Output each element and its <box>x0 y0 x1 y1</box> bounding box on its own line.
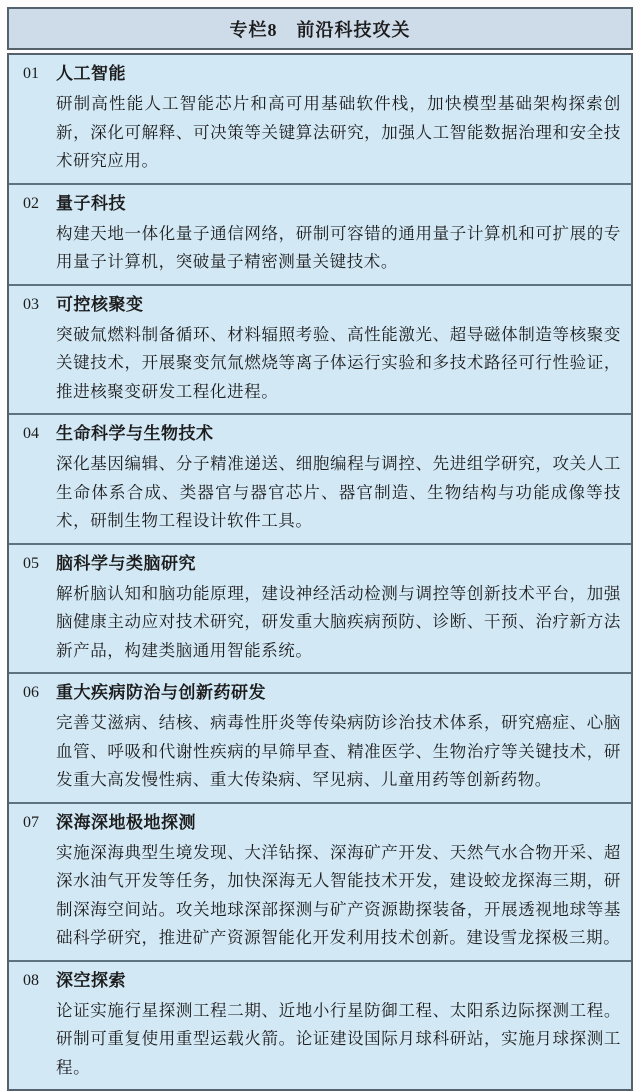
section-number: 03 <box>23 295 39 313</box>
section-title: 重大疾病防治与创新药研发 <box>56 683 266 702</box>
section-02 <box>9 183 631 284</box>
section-number: 02 <box>23 194 39 212</box>
section-body: 解析脑认知和脑功能原理，建设神经活动检测与调控等创新技术平台，加强脑健康主动应对技术研究，研发重大脑疾病预防、诊断、干预、治疗新方法新产品，构建类脑通用智能系统。 <box>56 583 621 660</box>
section-03 <box>9 284 631 414</box>
section-body: 论证实施行星探测工程二期、近地小行星防御工程、太阳系边际探测工程。研制可重复使用重型运载火箭。论证建设国际月球科研站，实施月球探测工程。 <box>56 1000 621 1077</box>
panel-title: 专栏8 前沿科技攻关 <box>229 20 411 40</box>
section-06 <box>9 672 631 802</box>
section-04 <box>9 413 631 543</box>
section-header <box>56 291 621 320</box>
section-header <box>56 967 621 996</box>
section-header <box>56 550 621 579</box>
section-07 <box>9 802 631 960</box>
section-header <box>56 679 621 708</box>
section-title: 生命科学与生物技术 <box>56 424 214 443</box>
section-title: 可控核聚变 <box>56 294 144 314</box>
section-08 <box>9 960 631 1090</box>
section-number: 08 <box>23 971 39 989</box>
section-title: 深海深地极地探测 <box>56 812 196 832</box>
section-body: 完善艾滋病、结核、病毒性肝炎等传染病防诊治技术体系，研究癌症、心脑血管、呼吸和代谢性疾病的早筛早查、精准医学、生物治疗等关键技术，研发重大高发慢性病、重大传染病、罕见病、儿童用药等创新药物。 <box>56 713 621 789</box>
section-01 <box>9 55 631 183</box>
section-header <box>56 420 621 449</box>
panel-body <box>7 53 633 1091</box>
section-header <box>56 190 621 219</box>
section-number: 04 <box>23 425 39 442</box>
section-number: 05 <box>23 554 39 572</box>
section-title: 深空探索 <box>56 970 126 990</box>
section-body: 研制高性能人工智能芯片和高可用基础软件栈，加快模型基础架构探索创新，深化可解释、可决策等关键算法研究，加强人工智能数据治理和安全技术研究应用。 <box>56 94 621 170</box>
panel-title-bar <box>7 7 633 50</box>
section-title: 量子科技 <box>56 193 126 213</box>
section-05 <box>9 543 631 673</box>
section-body: 深化基因编辑、分子精准递送、细胞编程与调控、先进组学研究，攻关人工生命体系合成、类器官与器官芯片、器官制造、生物结构与功能成像等技术，研制生物工程设计软件工具。 <box>56 454 621 530</box>
section-number: 01 <box>23 65 39 82</box>
section-number: 06 <box>23 684 39 701</box>
section-body: 构建天地一体化量子通信网络，研制可容错的通用量子计算机和可扩展的专用量子计算机，突破量子精密测量关键技术。 <box>56 223 621 271</box>
section-title: 人工智能 <box>56 64 126 83</box>
section-header <box>56 60 621 89</box>
section-body: 实施深海典型生境发现、大洋钻探、深海矿产开发、天然气水合物开采、超深水油气开发等任务，加快深海无人智能技术开发，建设蛟龙探海三期，研制深海空间站。攻关地球深部探测与矿产资源勘探装备，开展透视地球等基础科学研究，推进矿产资源智能化开发利用技术创新。建设雪龙探极三期。 <box>56 842 621 947</box>
section-title: 脑科学与类脑研究 <box>56 553 196 573</box>
section-body: 突破氚燃料制备循环、材料辐照考验、高性能激光、超导磁体制造等核聚变关键技术，开展聚变氘氚燃烧等离子体运行实验和多技术路径可行性验证，推进核聚变研发工程化进程。 <box>56 324 621 401</box>
section-header <box>56 809 621 838</box>
section-number: 07 <box>23 813 39 831</box>
